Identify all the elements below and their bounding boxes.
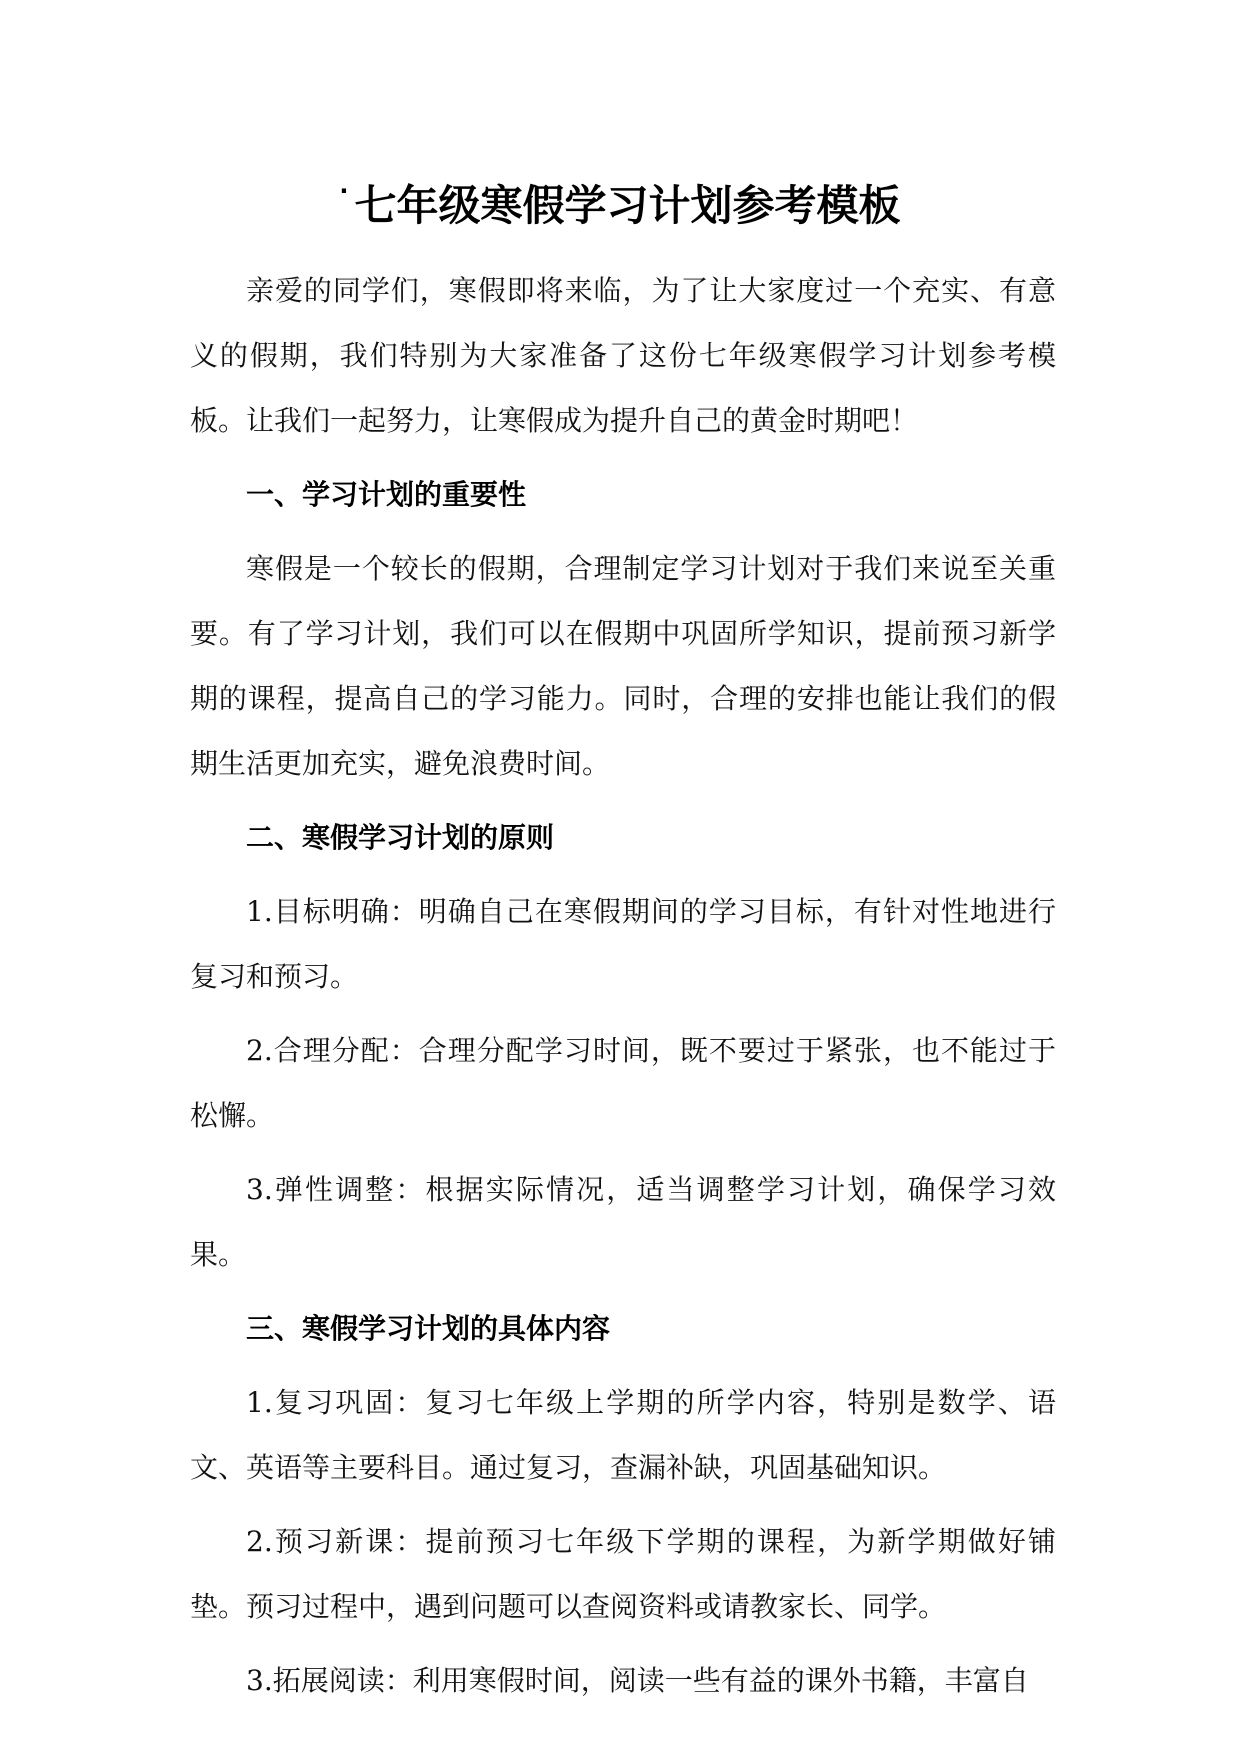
section-2-item-3: 3.弹性调整：根据实际情况，适当调整学习计划，确保学习效果。: [190, 1173, 1056, 1271]
section-heading-3: 三、寒假学习计划的具体内容: [246, 1312, 611, 1345]
section-heading-1: 一、学习计划的重要性: [246, 478, 527, 511]
section-2-item-2: 2.合理分配：合理分配学习时间，既不要过于紧张，也不能过于松懈。: [190, 1034, 1056, 1132]
intro-paragraph: 亲爱的同学们，寒假即将来临，为了让大家度过一个充实、有意义的假期，我们特别为大家准备了这份七年级寒假学习计划参考模板。让我们一起努力，让寒假成为提升自己的黄金时期吧！: [190, 274, 1056, 437]
section-1-paragraph-1: 寒假是一个较长的假期，合理制定学习计划对于我们来说至关重要。有了学习计划，我们可以在假期中巩固所学知识，提前预习新学期的课程，提高自己的学习能力。同时，合理的安排也能让我们的假期生活更加充实，避免浪费时间。: [190, 552, 1056, 780]
section-3-item-1: 1.复习巩固：复习七年级上学期的所学内容，特别是数学、语文、英语等主要科目。通过复习，查漏补缺，巩固基础知识。: [190, 1386, 1056, 1484]
document-title-text: 七年级寒假学习计划参考模板: [354, 181, 901, 230]
title-mark: ·: [339, 177, 349, 205]
section-2-item-1: 1.目标明确：明确自己在寒假期间的学习目标，有针对性地进行复习和预习。: [190, 895, 1056, 993]
document-title: [0, 176, 1240, 236]
document-body: [190, 258, 1056, 1713]
section-3-item-2: 2.预习新课：提前预习七年级下学期的课程，为新学期做好铺垫。预习过程中，遇到问题可以查阅资料或请教家长、同学。: [190, 1525, 1056, 1623]
section-heading-2: 二、寒假学习计划的原则: [246, 821, 555, 854]
section-3-item-3: 3.拓展阅读：利用寒假时间，阅读一些有益的课外书籍，丰富自: [246, 1664, 1029, 1697]
